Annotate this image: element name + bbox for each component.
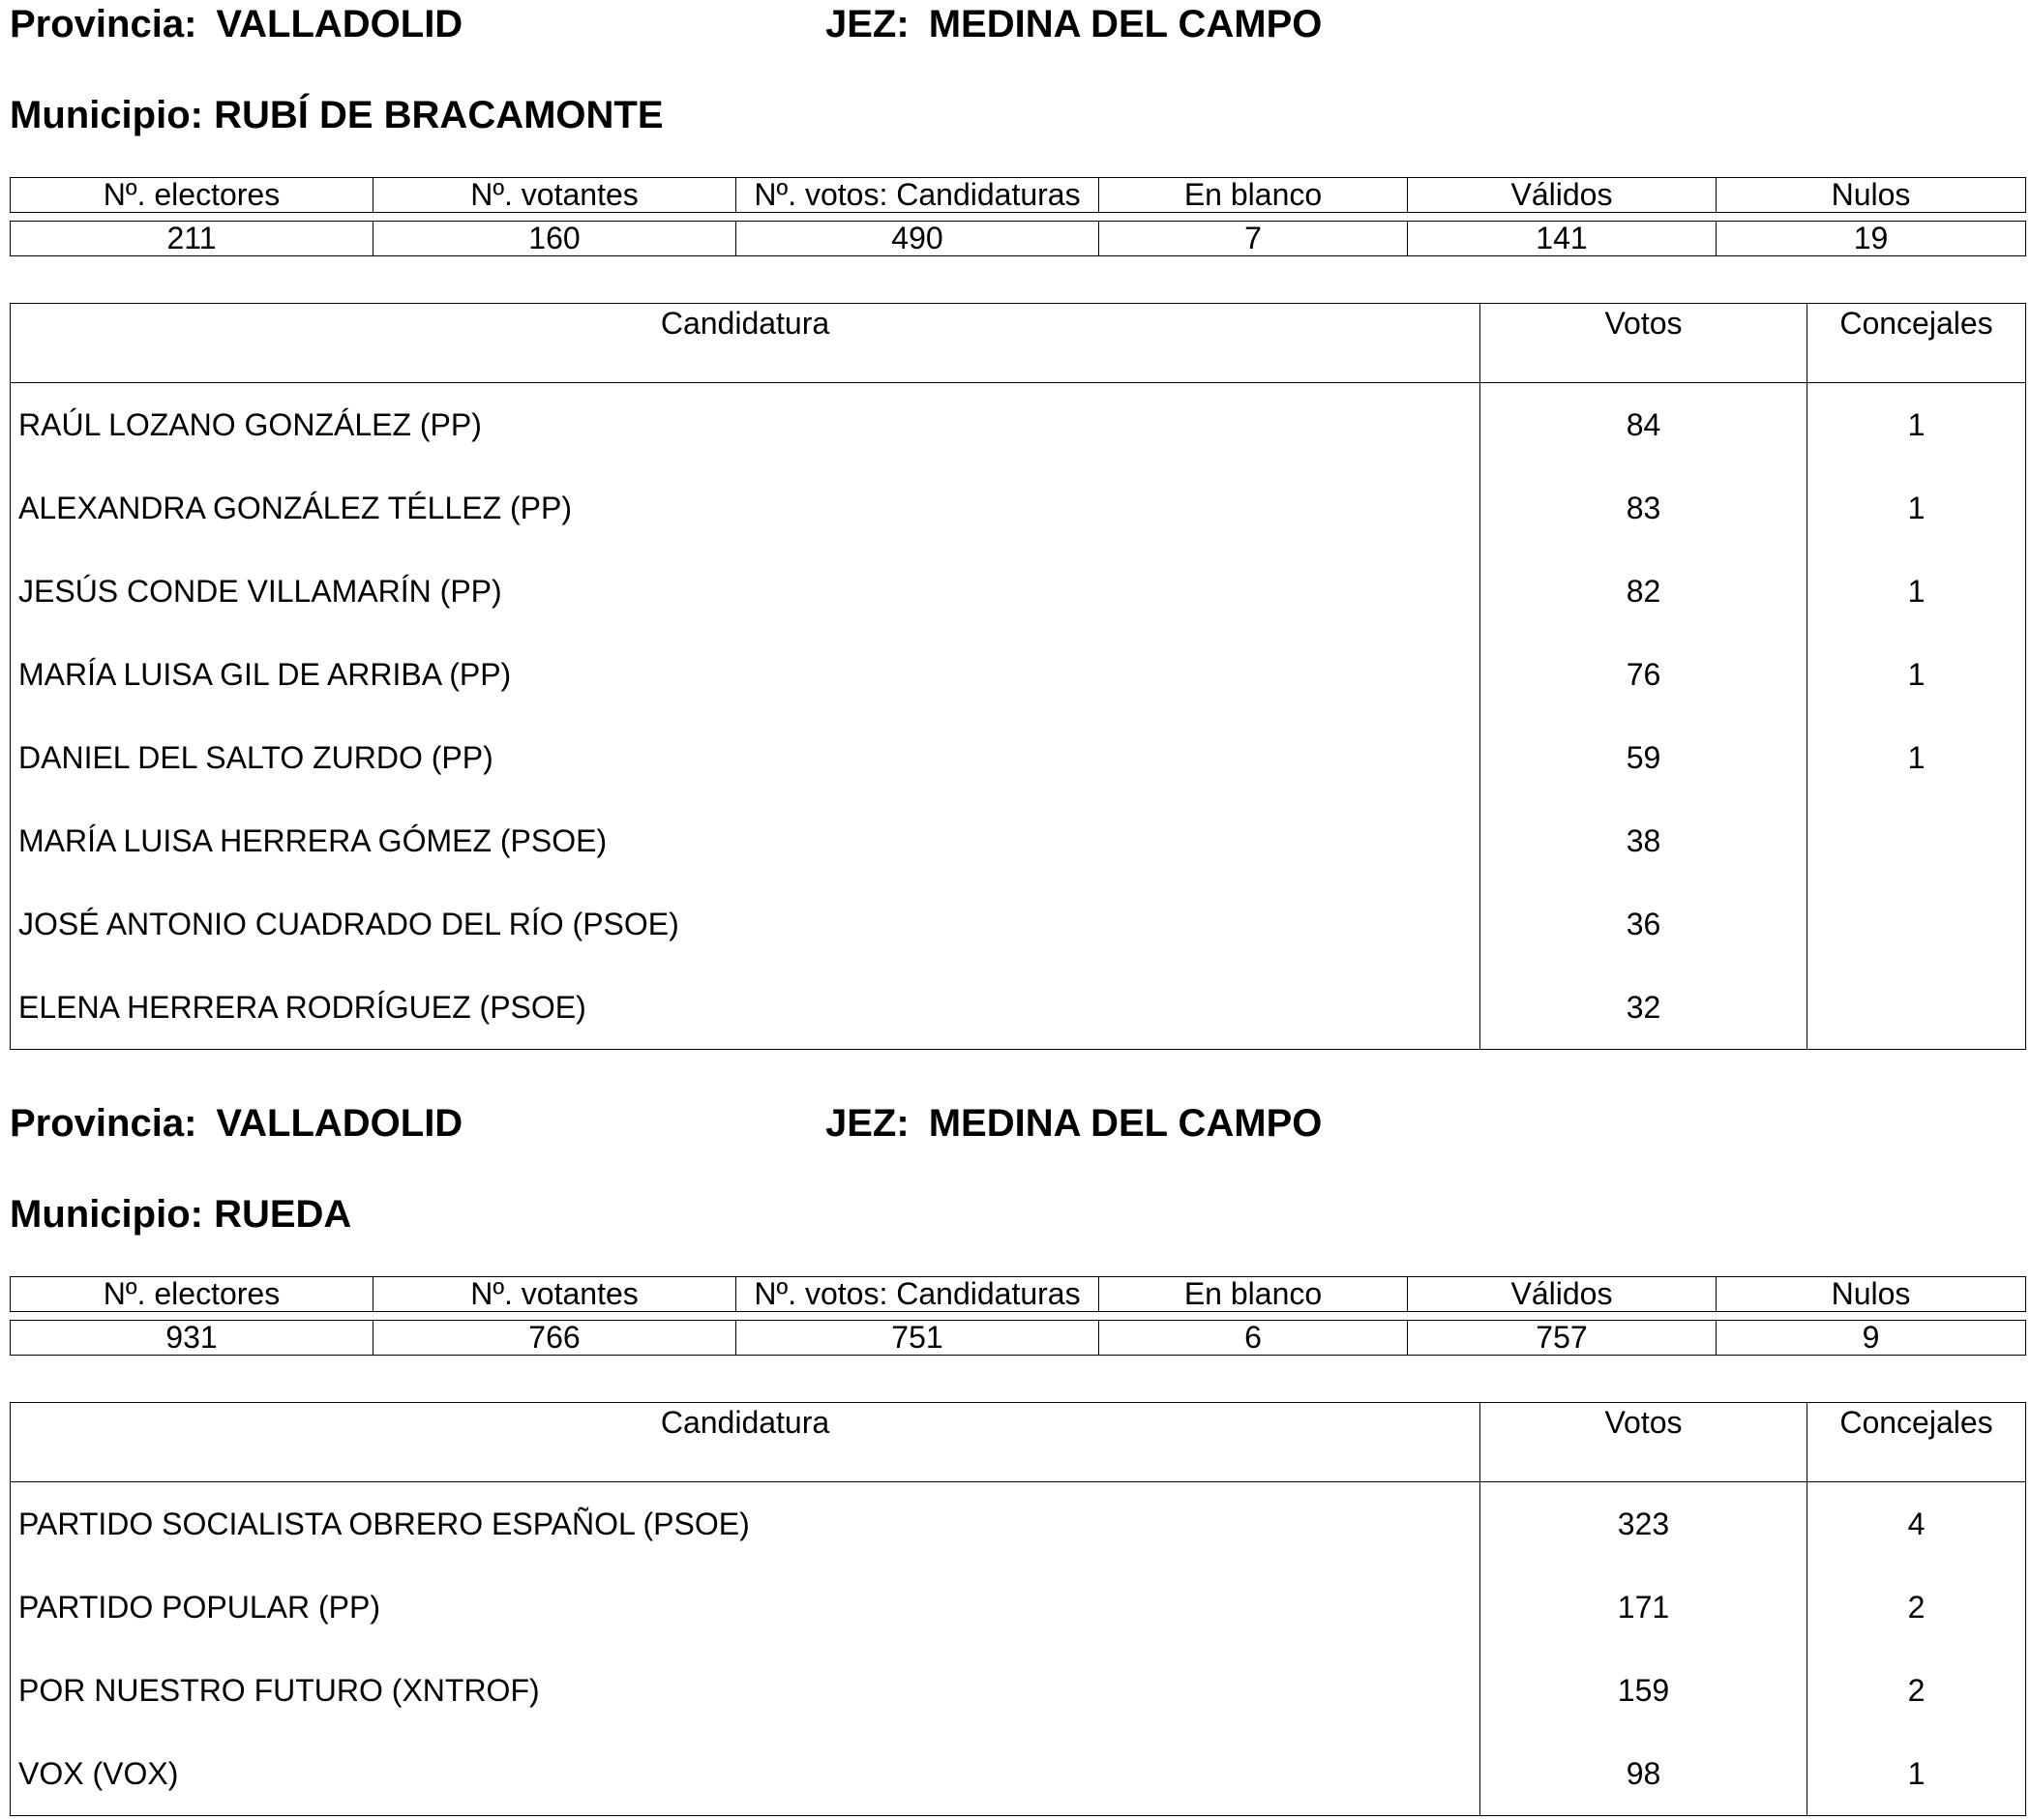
- candidate-votos: 83: [1480, 466, 1807, 550]
- municipio-heading: [10, 91, 664, 139]
- candidate-votos: 36: [1480, 882, 1807, 966]
- candidates-header-row: [11, 1403, 2026, 1482]
- jez-heading: [825, 1099, 1322, 1148]
- candidate-row: [11, 1482, 2026, 1566]
- stats-header-row: [11, 178, 2026, 213]
- candidate-row: [11, 966, 2026, 1050]
- stats-header-votos-candidaturas: Nº. votos: Candidaturas: [736, 1277, 1099, 1312]
- header-concejales: Concejales: [1807, 304, 2026, 383]
- jez-value: MEDINA DEL CAMPO: [928, 1102, 1323, 1145]
- candidate-concejales: 1: [1807, 466, 2026, 550]
- municipio-label: Municipio:: [10, 94, 203, 136]
- stats-header-electores: Nº. electores: [11, 178, 373, 213]
- candidate-votos: 98: [1480, 1732, 1807, 1816]
- candidate-votos: 32: [1480, 966, 1807, 1050]
- candidate-row: [11, 1732, 2026, 1816]
- stats-nulos: 19: [1717, 222, 2026, 256]
- candidate-row: [11, 799, 2026, 882]
- candidate-row: [11, 1649, 2026, 1732]
- stats-en-blanco: 6: [1099, 1321, 1408, 1356]
- candidate-name: JESÚS CONDE VILLAMARÍN (PP): [11, 550, 1480, 633]
- candidate-name: DANIEL DEL SALTO ZURDO (PP): [11, 716, 1480, 799]
- candidate-name: VOX (VOX): [11, 1732, 1480, 1816]
- candidate-votos: 59: [1480, 716, 1807, 799]
- stats-header-row: [11, 1277, 2026, 1312]
- provincia-label: Provincia:: [10, 3, 197, 45]
- stats-header-nulos: Nulos: [1717, 1277, 2026, 1312]
- candidate-name: POR NUESTRO FUTURO (XNTROF): [11, 1649, 1480, 1732]
- candidate-concejales: [1807, 966, 2026, 1050]
- candidate-name: PARTIDO SOCIALISTA OBRERO ESPAÑOL (PSOE): [11, 1482, 1480, 1566]
- stats-header-votantes: Nº. votantes: [373, 178, 736, 213]
- candidate-name: RAÚL LOZANO GONZÁLEZ (PP): [11, 383, 1480, 467]
- header-votos: Votos: [1480, 304, 1807, 383]
- candidate-row: [11, 466, 2026, 550]
- header-concejales: Concejales: [1807, 1403, 2026, 1482]
- provincia-value: VALLADOLID: [216, 3, 463, 45]
- stats-gap: [11, 213, 2026, 222]
- stats-value-row: [11, 1321, 2026, 1356]
- candidate-concejales: [1807, 799, 2026, 882]
- provincia-heading: [10, 0, 463, 48]
- stats-header-en-blanco: En blanco: [1099, 178, 1408, 213]
- municipio-value: RUBÍ DE BRACAMONTE: [214, 94, 664, 136]
- candidate-concejales: 1: [1807, 383, 2026, 467]
- candidate-row: [11, 716, 2026, 799]
- candidate-concejales: 4: [1807, 1482, 2026, 1566]
- candidate-name: PARTIDO POPULAR (PP): [11, 1566, 1480, 1649]
- candidate-votos: 82: [1480, 550, 1807, 633]
- jez-label: JEZ:: [825, 1102, 910, 1145]
- candidate-votos: 84: [1480, 383, 1807, 467]
- jez-heading: [825, 0, 1322, 48]
- provincia-value: VALLADOLID: [216, 1102, 463, 1145]
- candidate-row: [11, 882, 2026, 966]
- candidates-table: [10, 303, 2026, 1050]
- candidate-concejales: 2: [1807, 1649, 2026, 1732]
- stats-gap: [11, 1312, 2026, 1321]
- candidate-row: [11, 1566, 2026, 1649]
- candidate-concejales: 2: [1807, 1566, 2026, 1649]
- candidate-votos: 171: [1480, 1566, 1807, 1649]
- stats-votos-candidaturas: 751: [736, 1321, 1099, 1356]
- stats-header-validos: Válidos: [1408, 178, 1717, 213]
- municipio-label: Municipio:: [10, 1193, 203, 1236]
- candidate-name: MARÍA LUISA GIL DE ARRIBA (PP): [11, 633, 1480, 716]
- candidate-votos: 76: [1480, 633, 1807, 716]
- candidate-concejales: [1807, 882, 2026, 966]
- stats-nulos: 9: [1717, 1321, 2026, 1356]
- stats-header-nulos: Nulos: [1717, 178, 2026, 213]
- candidate-row: [11, 633, 2026, 716]
- jez-value: MEDINA DEL CAMPO: [928, 3, 1323, 45]
- stats-header-votantes: Nº. votantes: [373, 1277, 736, 1312]
- stats-table: [10, 1276, 2026, 1356]
- candidate-concejales: 1: [1807, 1732, 2026, 1816]
- candidate-concejales: 1: [1807, 550, 2026, 633]
- candidate-votos: 323: [1480, 1482, 1807, 1566]
- candidate-row: [11, 550, 2026, 633]
- candidate-row: [11, 383, 2026, 467]
- stats-electores: 931: [11, 1321, 373, 1356]
- stats-votantes: 160: [373, 222, 736, 256]
- candidate-name: ELENA HERRERA RODRÍGUEZ (PSOE): [11, 966, 1480, 1050]
- stats-header-validos: Válidos: [1408, 1277, 1717, 1312]
- candidates-header-row: [11, 304, 2026, 383]
- candidate-votos: 38: [1480, 799, 1807, 882]
- stats-votantes: 766: [373, 1321, 736, 1356]
- stats-validos: 757: [1408, 1321, 1717, 1356]
- provincia-heading: [10, 1099, 463, 1148]
- candidate-votos: 159: [1480, 1649, 1807, 1732]
- candidate-concejales: 1: [1807, 633, 2026, 716]
- stats-en-blanco: 7: [1099, 222, 1408, 256]
- provincia-label: Provincia:: [10, 1102, 197, 1145]
- header-votos: Votos: [1480, 1403, 1807, 1482]
- stats-validos: 141: [1408, 222, 1717, 256]
- municipio-heading: [10, 1190, 351, 1238]
- candidate-name: ALEXANDRA GONZÁLEZ TÉLLEZ (PP): [11, 466, 1480, 550]
- stats-header-electores: Nº. electores: [11, 1277, 373, 1312]
- candidate-name: JOSÉ ANTONIO CUADRADO DEL RÍO (PSOE): [11, 882, 1480, 966]
- stats-votos-candidaturas: 490: [736, 222, 1099, 256]
- candidates-table: [10, 1402, 2026, 1816]
- header-candidatura: Candidatura: [11, 304, 1480, 383]
- stats-electores: 211: [11, 222, 373, 256]
- municipio-value: RUEDA: [214, 1193, 352, 1236]
- stats-table: [10, 177, 2026, 256]
- candidate-concejales: 1: [1807, 716, 2026, 799]
- jez-label: JEZ:: [825, 3, 910, 45]
- stats-value-row: [11, 222, 2026, 256]
- stats-header-votos-candidaturas: Nº. votos: Candidaturas: [736, 178, 1099, 213]
- header-candidatura: Candidatura: [11, 1403, 1480, 1482]
- candidate-name: MARÍA LUISA HERRERA GÓMEZ (PSOE): [11, 799, 1480, 882]
- stats-header-en-blanco: En blanco: [1099, 1277, 1408, 1312]
